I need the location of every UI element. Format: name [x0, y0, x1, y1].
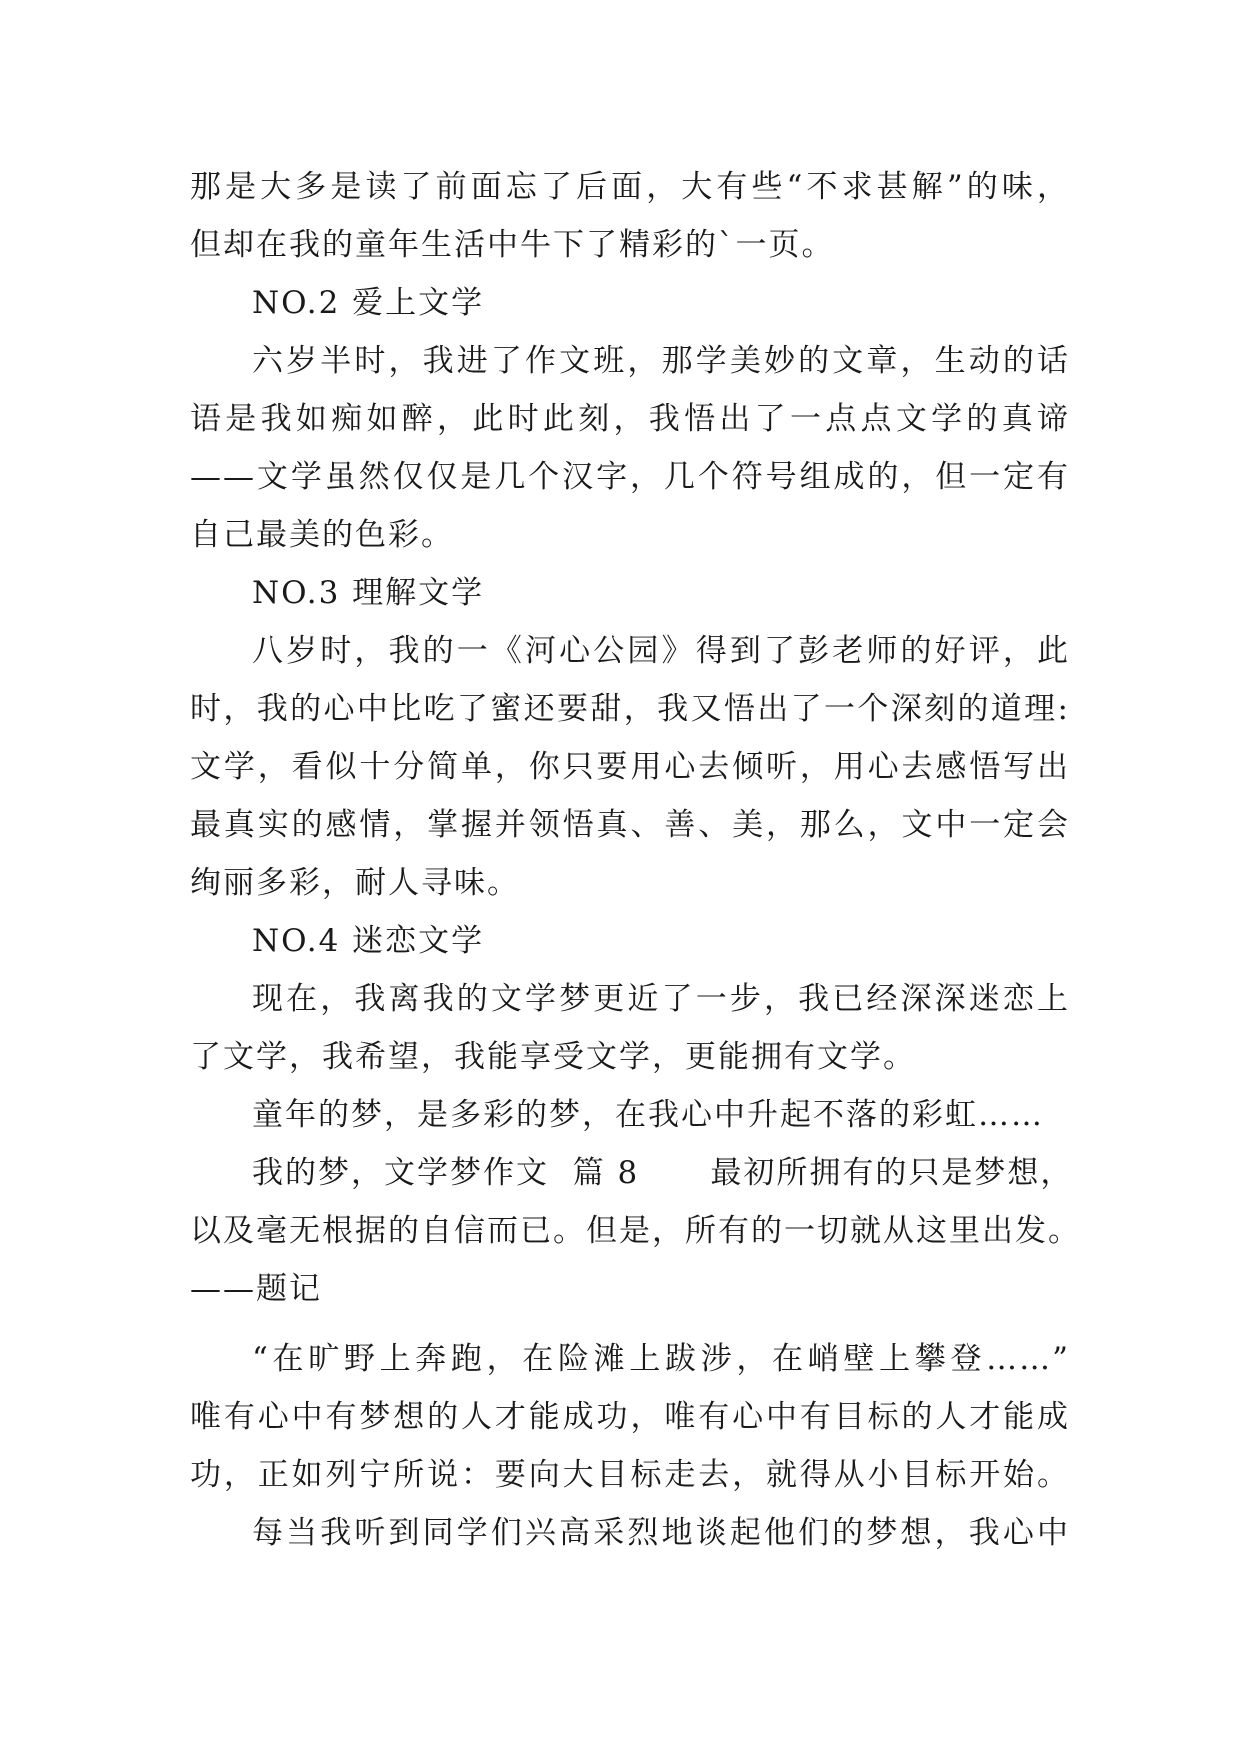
- section-heading-no3: NO.3 理解文学: [252, 575, 485, 611]
- text-line-7: 自己最美的色彩。: [190, 517, 454, 553]
- text-line-9: 八岁时，我的一《河心公园》得到了彭老师的好评，此: [252, 633, 1070, 669]
- text-line-23: 功，正如列宁所说：要向大目标走去，就得从小目标开始。: [190, 1457, 1070, 1493]
- text-line-1: 那是大多是读了前面忘了后面，大有些“不求甚解”的味，: [190, 169, 1070, 205]
- text-line-2: 但却在我的童年生活中牛下了精彩的`一页。: [190, 227, 835, 263]
- section-heading-no2: NO.2 爱上文学: [252, 285, 485, 321]
- text-line-16: 了文学，我希望，我能享受文学，更能拥有文学。: [190, 1039, 916, 1075]
- text-line-11: 文学，看似十分简单，你只要用心去倾听，用心去感悟写出: [190, 749, 1070, 785]
- document-page: [190, 158, 1081, 1562]
- text-line-22: 唯有心中有梦想的人才能成功，唯有心中有目标的人才能成: [190, 1399, 1070, 1435]
- text-line-10: 时，我的心中比吃了蜜还要甜，我又悟出了一个深刻的道理:: [190, 691, 1070, 727]
- article-title-line: 我的梦，文学梦作文 篇 8 最初所拥有的只是梦想，: [252, 1155, 1074, 1191]
- epigraph-attribution: ——题记: [190, 1271, 322, 1307]
- text-line-17: 童年的梦，是多彩的梦，在我心中升起不落的彩虹……: [252, 1097, 1044, 1133]
- text-line-21: “在旷野上奔跑，在险滩上跋涉，在峭壁上攀登……”: [252, 1341, 1070, 1377]
- text-line-12: 最真实的感情，掌握并领悟真、善、美，那么，文中一定会: [190, 807, 1070, 843]
- section-heading-no4: NO.4 迷恋文学: [252, 923, 485, 959]
- text-line-24: 每当我听到同学们兴高采烈地谈起他们的梦想，我心中: [252, 1515, 1070, 1551]
- text-line-15: 现在，我离我的文学梦更近了一步，我已经深深迷恋上: [252, 981, 1070, 1017]
- text-line-6: ——文学虽然仅仅是几个汉字，几个符号组成的，但一定有: [190, 459, 1070, 495]
- text-line-19: 以及毫无根据的自信而已。但是，所有的一切就从这里出发。: [190, 1213, 1081, 1249]
- text-line-13: 绚丽多彩，耐人寻味。: [190, 865, 520, 901]
- text-line-4: 六岁半时，我进了作文班，那学美妙的文章，生动的话: [252, 343, 1070, 379]
- text-line-5: 语是我如痴如醉，此时此刻，我悟出了一点点文学的真谛: [190, 401, 1070, 437]
